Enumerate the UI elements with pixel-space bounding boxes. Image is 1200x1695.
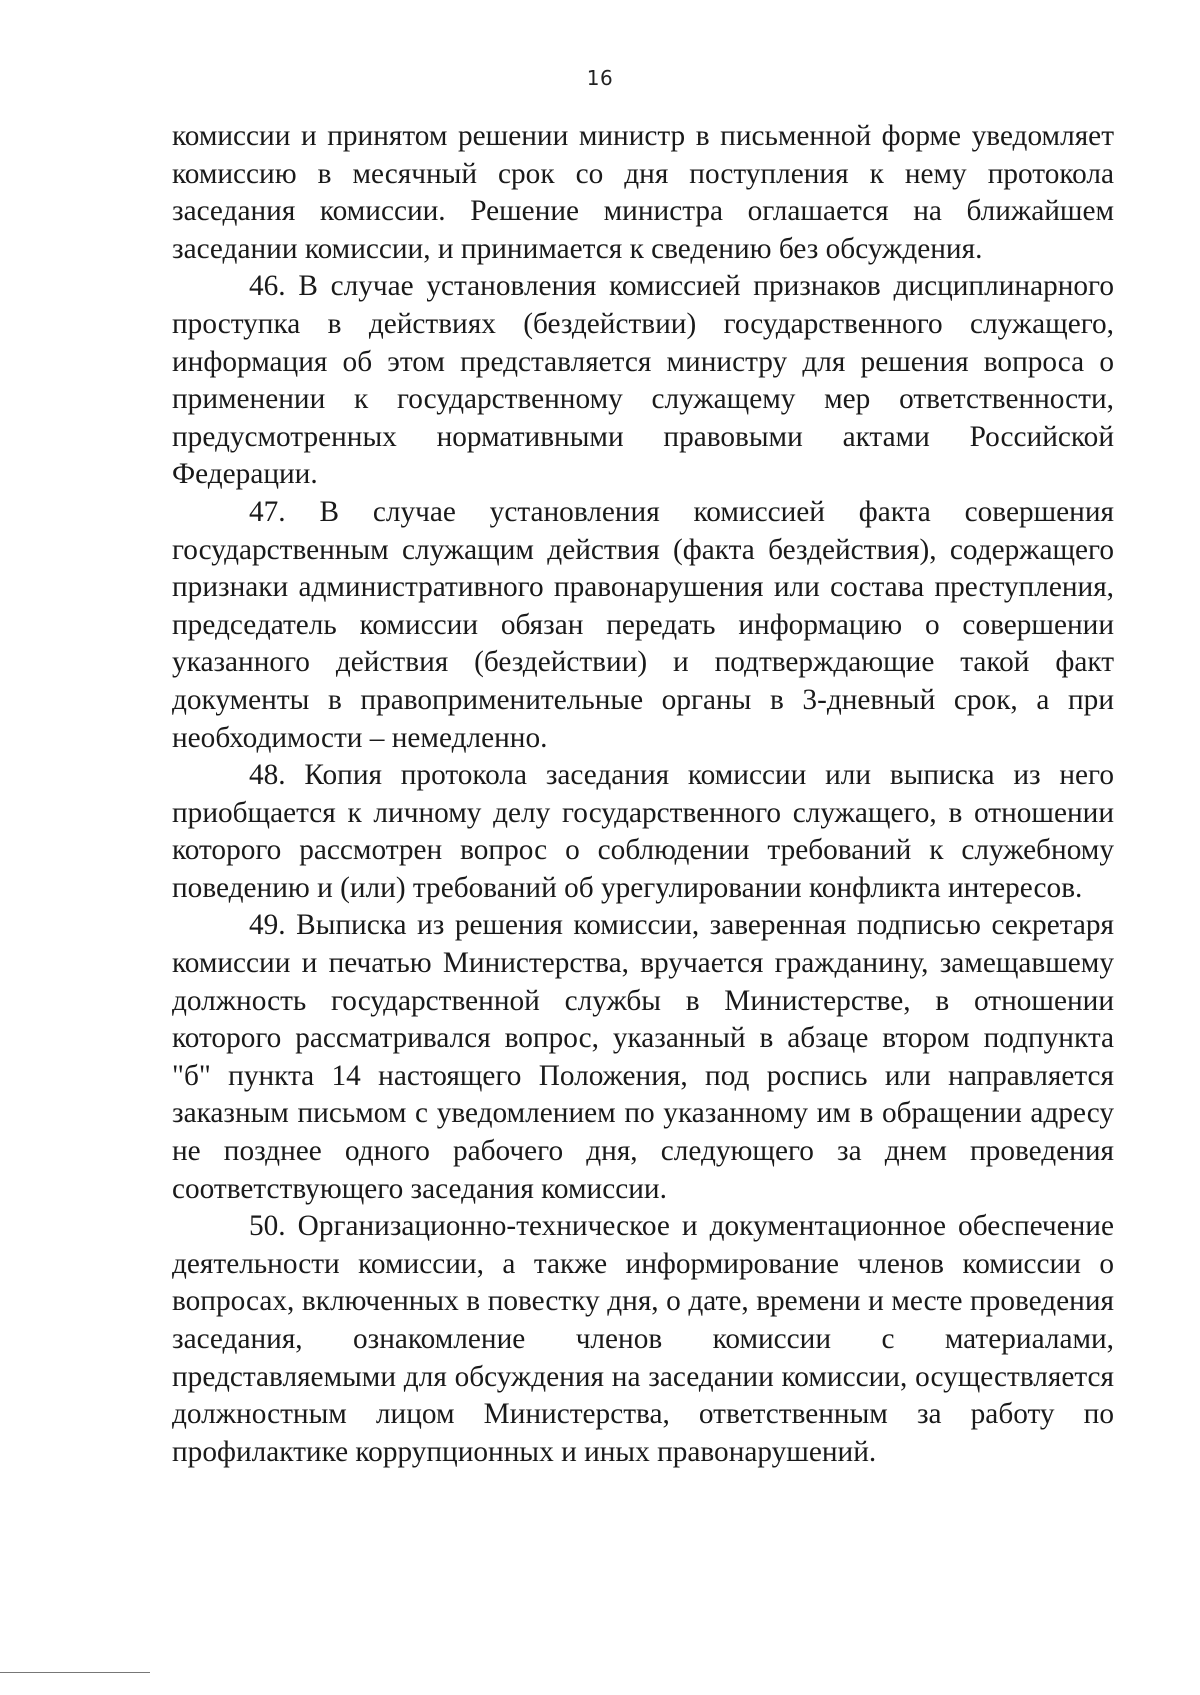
paragraph-continuation: комиссии и принятом решении министр в письменной форме уведомляет комиссию в месячный срок со дня поступления к нему протокола заседания комиссии. Решение министра оглашается на ближайшем заседании комиссии, и принимается к сведению без обсуждения. xyxy=(172,120,1114,265)
paragraph-50: 50. Организационно-техническое и документационное обеспечение деятельности комиссии, а также информирование членов комиссии о вопросах, включенных в повестку дня, о дате, времени и месте проведения заседания, ознакомление членов комиссии с материалами, представляемыми для обсуждения на заседании комиссии, осуществляется должностным лицом Министерства, ответственным за работу по профилактике коррупционных и иных правонарушений. xyxy=(172,1210,1114,1468)
paragraph-47: 47. В случае установления комиссией факта совершения государственным служащим действия (факта бездействия), содержащего признаки административного правонарушения или состава преступления, председатель комиссии обязан передать информацию о совершении указанного действия (бездействии) и подтверждающие такой факт документы в правоприменительные органы в 3-дневный срок, а при необходимости – немедленно. xyxy=(172,495,1114,754)
document-body xyxy=(172,118,1114,1471)
paragraph-49: 49. Выписка из решения комиссии, заверенная подписью секретаря комиссии и печатью Министерства, вручается гражданину, замещавшему должность государственной службы в Министерстве, в отношении которого рассматривался вопрос, указанный в абзаце втором подпункта "б" пункта 14 настоящего Положения, под роспись или направляется заказным письмом с уведомлением по указанному им в обращении адресу не позднее одного рабочего дня, следующего за днем проведения соответствующего заседания комиссии. xyxy=(172,909,1114,1205)
footer-divider xyxy=(0,1672,150,1673)
paragraph-46: 46. В случае установления комиссией признаков дисциплинарного проступка в действиях (бездействии) государственного служащего, информация об этом представляется министру для решения вопроса о применении к государственному служащему мер ответственности, предусмотренных нормативными правовыми актами Российской Федерации. xyxy=(172,270,1114,491)
page-number: 16 xyxy=(586,66,614,90)
paragraph-48: 48. Копия протокола заседания комиссии или выписка из него приобщается к личному делу государственного служащего, в отношении которого рассмотрен вопрос о соблюдении требований к служебному поведению и (или) требований об урегулировании конфликта интересов. xyxy=(172,759,1114,904)
